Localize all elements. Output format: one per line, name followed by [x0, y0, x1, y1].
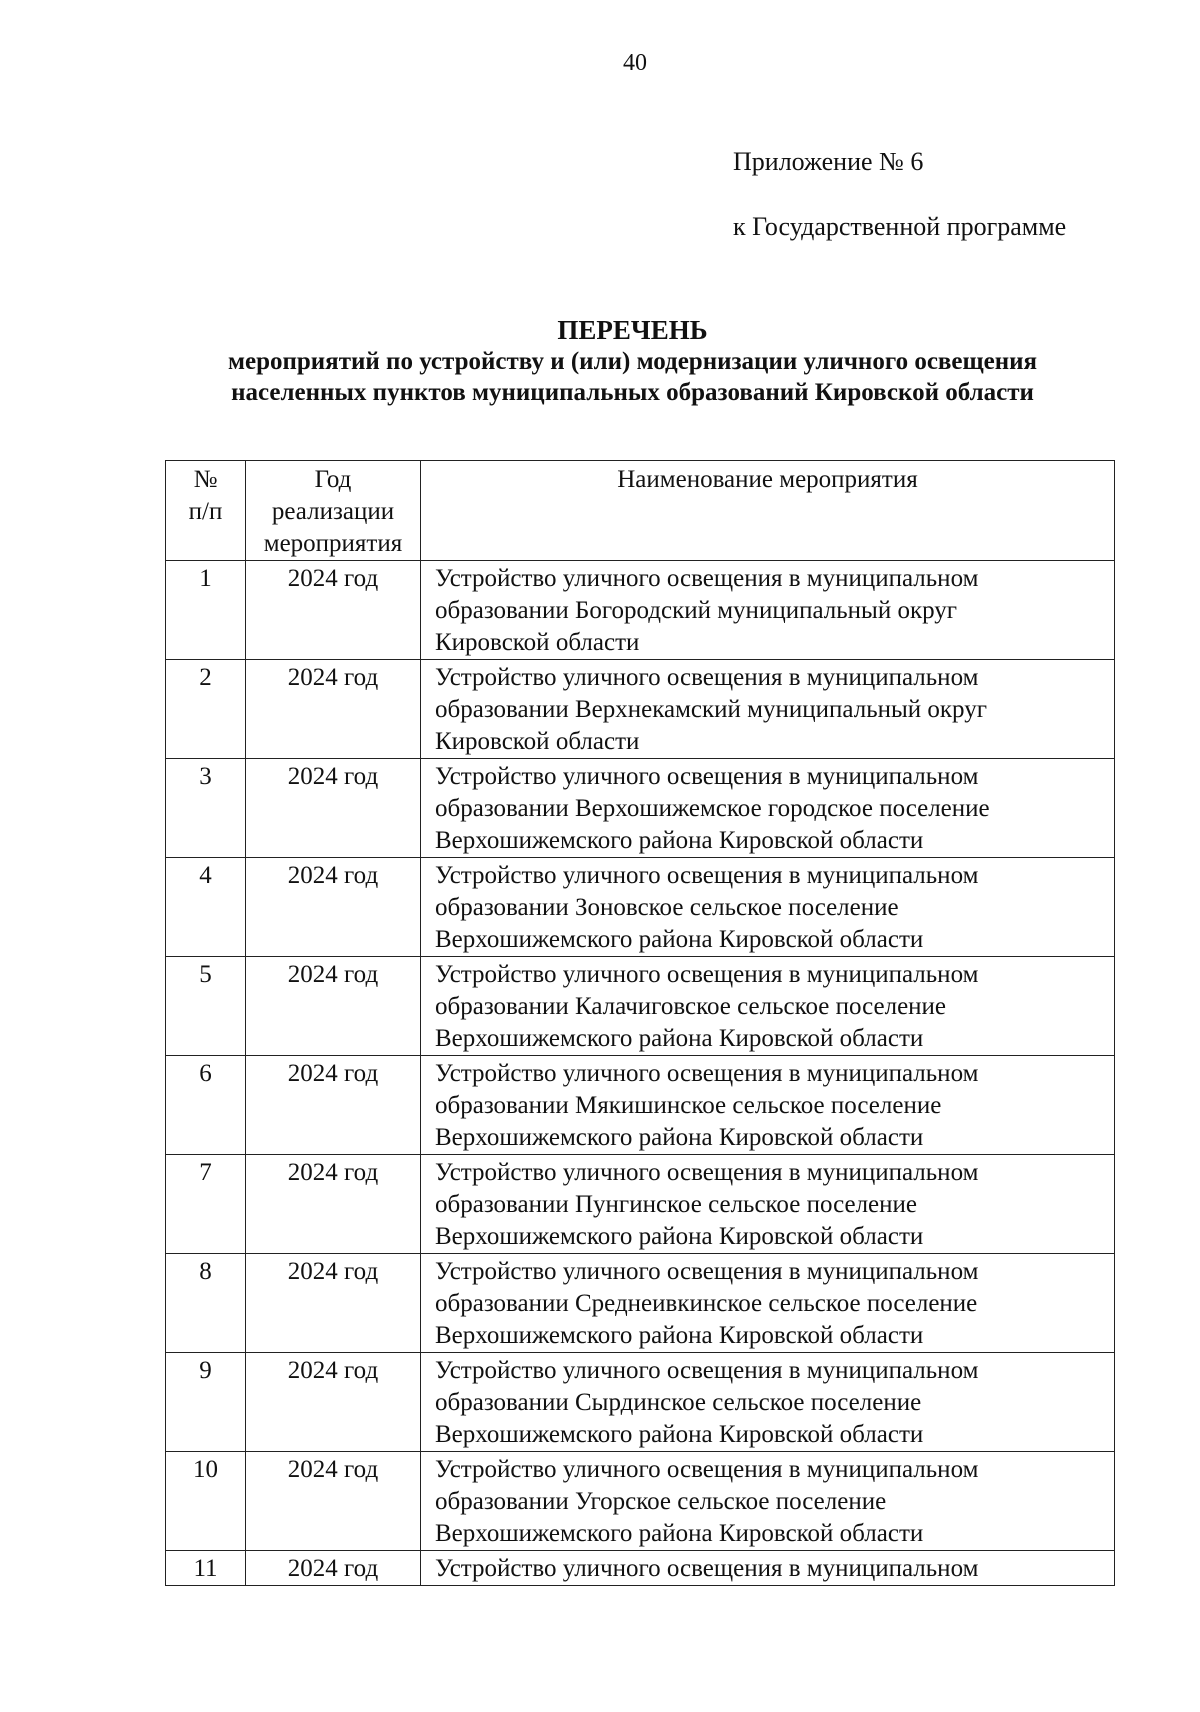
row-number: 11 — [193, 1555, 218, 1582]
row-year-cell — [246, 858, 421, 957]
row-number-cell — [166, 1254, 246, 1353]
row-name-cell — [421, 1254, 1115, 1353]
row-year-cell — [246, 660, 421, 759]
row-number: 10 — [193, 1456, 218, 1483]
row-name-line: образовании Зоновское сельское поселение — [435, 894, 899, 921]
row-name-line: Верхошижемского района Кировской области — [435, 1421, 924, 1448]
row-year: 2024 год — [287, 1060, 379, 1087]
row-name-cell — [421, 1353, 1115, 1452]
appendix-reference: к Государственной программе — [733, 212, 1067, 241]
header-year-line-3: мероприятия — [263, 530, 403, 557]
row-number-cell — [166, 1551, 246, 1586]
table-row — [166, 1353, 1115, 1452]
row-name-line: Устройство уличного освещения в муниципальном — [435, 1258, 979, 1285]
row-name-line: образовании Верхошижемское городское поселение — [435, 795, 990, 822]
row-number: 8 — [199, 1258, 212, 1285]
row-number-cell — [166, 759, 246, 858]
row-name-line: Верхошижемского района Кировской области — [435, 1322, 924, 1349]
row-name-line: образовании Калачиговское сельское поселение — [435, 993, 947, 1020]
row-number: 9 — [199, 1357, 212, 1384]
row-name-line: образовании Сырдинское сельское поселение — [435, 1389, 922, 1416]
table-row — [166, 1551, 1115, 1586]
row-name-line: образовании Угорское сельское поселение — [435, 1488, 887, 1515]
header-year — [246, 461, 421, 561]
row-name-line: образовании Мякишинское сельское поселение — [435, 1092, 942, 1119]
header-name — [421, 461, 1115, 561]
row-name-line: Кировской области — [435, 728, 640, 755]
table-row — [166, 1452, 1115, 1551]
title-line-1: мероприятий по устройству и (или) модернизации уличного освещения — [227, 348, 1038, 375]
row-name-line: Верхошижемского района Кировской области — [435, 1223, 924, 1250]
row-name-cell — [421, 1056, 1115, 1155]
table-row — [166, 1155, 1115, 1254]
row-name-line: Устройство уличного освещения в муниципальном — [435, 565, 979, 592]
row-year: 2024 год — [287, 862, 379, 889]
row-name-line: Устройство уличного освещения в муниципальном — [435, 1555, 979, 1582]
row-number: 1 — [199, 565, 212, 592]
row-number-cell — [166, 1056, 246, 1155]
table-row — [166, 957, 1115, 1056]
row-year: 2024 год — [287, 1159, 379, 1186]
row-year: 2024 год — [287, 961, 379, 988]
row-year: 2024 год — [287, 565, 379, 592]
row-name-cell — [421, 660, 1115, 759]
row-number-cell — [166, 1353, 246, 1452]
row-year-cell — [246, 1452, 421, 1551]
row-name-line: Верхошижемского района Кировской области — [435, 1124, 924, 1151]
row-name-cell — [421, 957, 1115, 1056]
row-number-cell — [166, 957, 246, 1056]
table-row — [166, 1254, 1115, 1353]
row-year-cell — [246, 1056, 421, 1155]
row-number-cell — [166, 858, 246, 957]
table-header-row — [166, 461, 1115, 561]
row-name-line: Верхошижемского района Кировской области — [435, 1520, 924, 1547]
row-name-cell — [421, 1551, 1115, 1586]
row-year-cell — [246, 1155, 421, 1254]
row-name-line: Верхошижемского района Кировской области — [435, 1025, 924, 1052]
header-year-line-2: реализации — [271, 498, 395, 525]
row-number-cell — [166, 561, 246, 660]
row-name-line: Устройство уличного освещения в муниципальном — [435, 763, 979, 790]
row-name-cell — [421, 759, 1115, 858]
row-number: 3 — [199, 763, 212, 790]
header-number — [166, 461, 246, 561]
row-year: 2024 год — [287, 664, 379, 691]
row-name-line: Верхошижемского района Кировской области — [435, 926, 924, 953]
page-number: 40 — [623, 50, 647, 76]
row-number-cell — [166, 1452, 246, 1551]
row-name-line: образовании Верхнекамский муниципальный округ — [435, 696, 987, 723]
row-name-line: образовании Среднеивкинское сельское поселение — [435, 1290, 978, 1317]
events-table — [165, 460, 1115, 1586]
row-year-cell — [246, 1551, 421, 1586]
table-row — [166, 1056, 1115, 1155]
row-year: 2024 год — [287, 763, 379, 790]
row-number-cell — [166, 1155, 246, 1254]
row-number: 6 — [199, 1060, 212, 1087]
row-number: 5 — [199, 961, 212, 988]
table-row — [166, 660, 1115, 759]
row-name-line: Устройство уличного освещения в муниципальном — [435, 664, 979, 691]
row-name-cell — [421, 561, 1115, 660]
row-number: 4 — [199, 862, 212, 889]
row-name-line: Устройство уличного освещения в муниципальном — [435, 1060, 979, 1087]
row-name-line: Устройство уличного освещения в муниципальном — [435, 1159, 979, 1186]
row-name-line: Устройство уличного освещения в муниципальном — [435, 862, 979, 889]
header-name-label: Наименование мероприятия — [617, 466, 918, 493]
row-name-line: Кировской области — [435, 629, 640, 656]
appendix-number: Приложение № 6 — [733, 147, 924, 176]
row-name-line: Устройство уличного освещения в муниципальном — [435, 1357, 979, 1384]
table-row — [166, 858, 1115, 957]
row-year-cell — [246, 1254, 421, 1353]
row-year-cell — [246, 957, 421, 1056]
row-year: 2024 год — [287, 1357, 379, 1384]
row-year: 2024 год — [287, 1456, 379, 1483]
row-name-line: образовании Пунгинское сельское поселение — [435, 1191, 917, 1218]
row-name-cell — [421, 1155, 1115, 1254]
row-year-cell — [246, 759, 421, 858]
header-number-line-1: № — [193, 466, 218, 493]
row-name-line: Устройство уличного освещения в муниципальном — [435, 1456, 979, 1483]
table-row — [166, 561, 1115, 660]
row-number-cell — [166, 660, 246, 759]
row-name-cell — [421, 1452, 1115, 1551]
row-year-cell — [246, 561, 421, 660]
row-name-cell — [421, 858, 1115, 957]
document-title — [150, 315, 1115, 408]
title-main: ПЕРЕЧЕНЬ — [557, 315, 708, 345]
row-number: 7 — [199, 1159, 212, 1186]
row-year: 2024 год — [287, 1258, 379, 1285]
row-name-line: образовании Богородский муниципальный округ — [435, 597, 958, 624]
table-body — [166, 561, 1115, 1586]
row-name-line: Верхошижемского района Кировской области — [435, 827, 924, 854]
table-row — [166, 759, 1115, 858]
title-line-2: населенных пунктов муниципальных образований Кировской области — [231, 379, 1034, 406]
row-year-cell — [246, 1353, 421, 1452]
header-year-line-1: Год — [314, 466, 352, 493]
header-number-line-2: п/п — [188, 498, 223, 525]
row-number: 2 — [199, 664, 212, 691]
row-year: 2024 год — [287, 1555, 379, 1582]
row-name-line: Устройство уличного освещения в муниципальном — [435, 961, 979, 988]
